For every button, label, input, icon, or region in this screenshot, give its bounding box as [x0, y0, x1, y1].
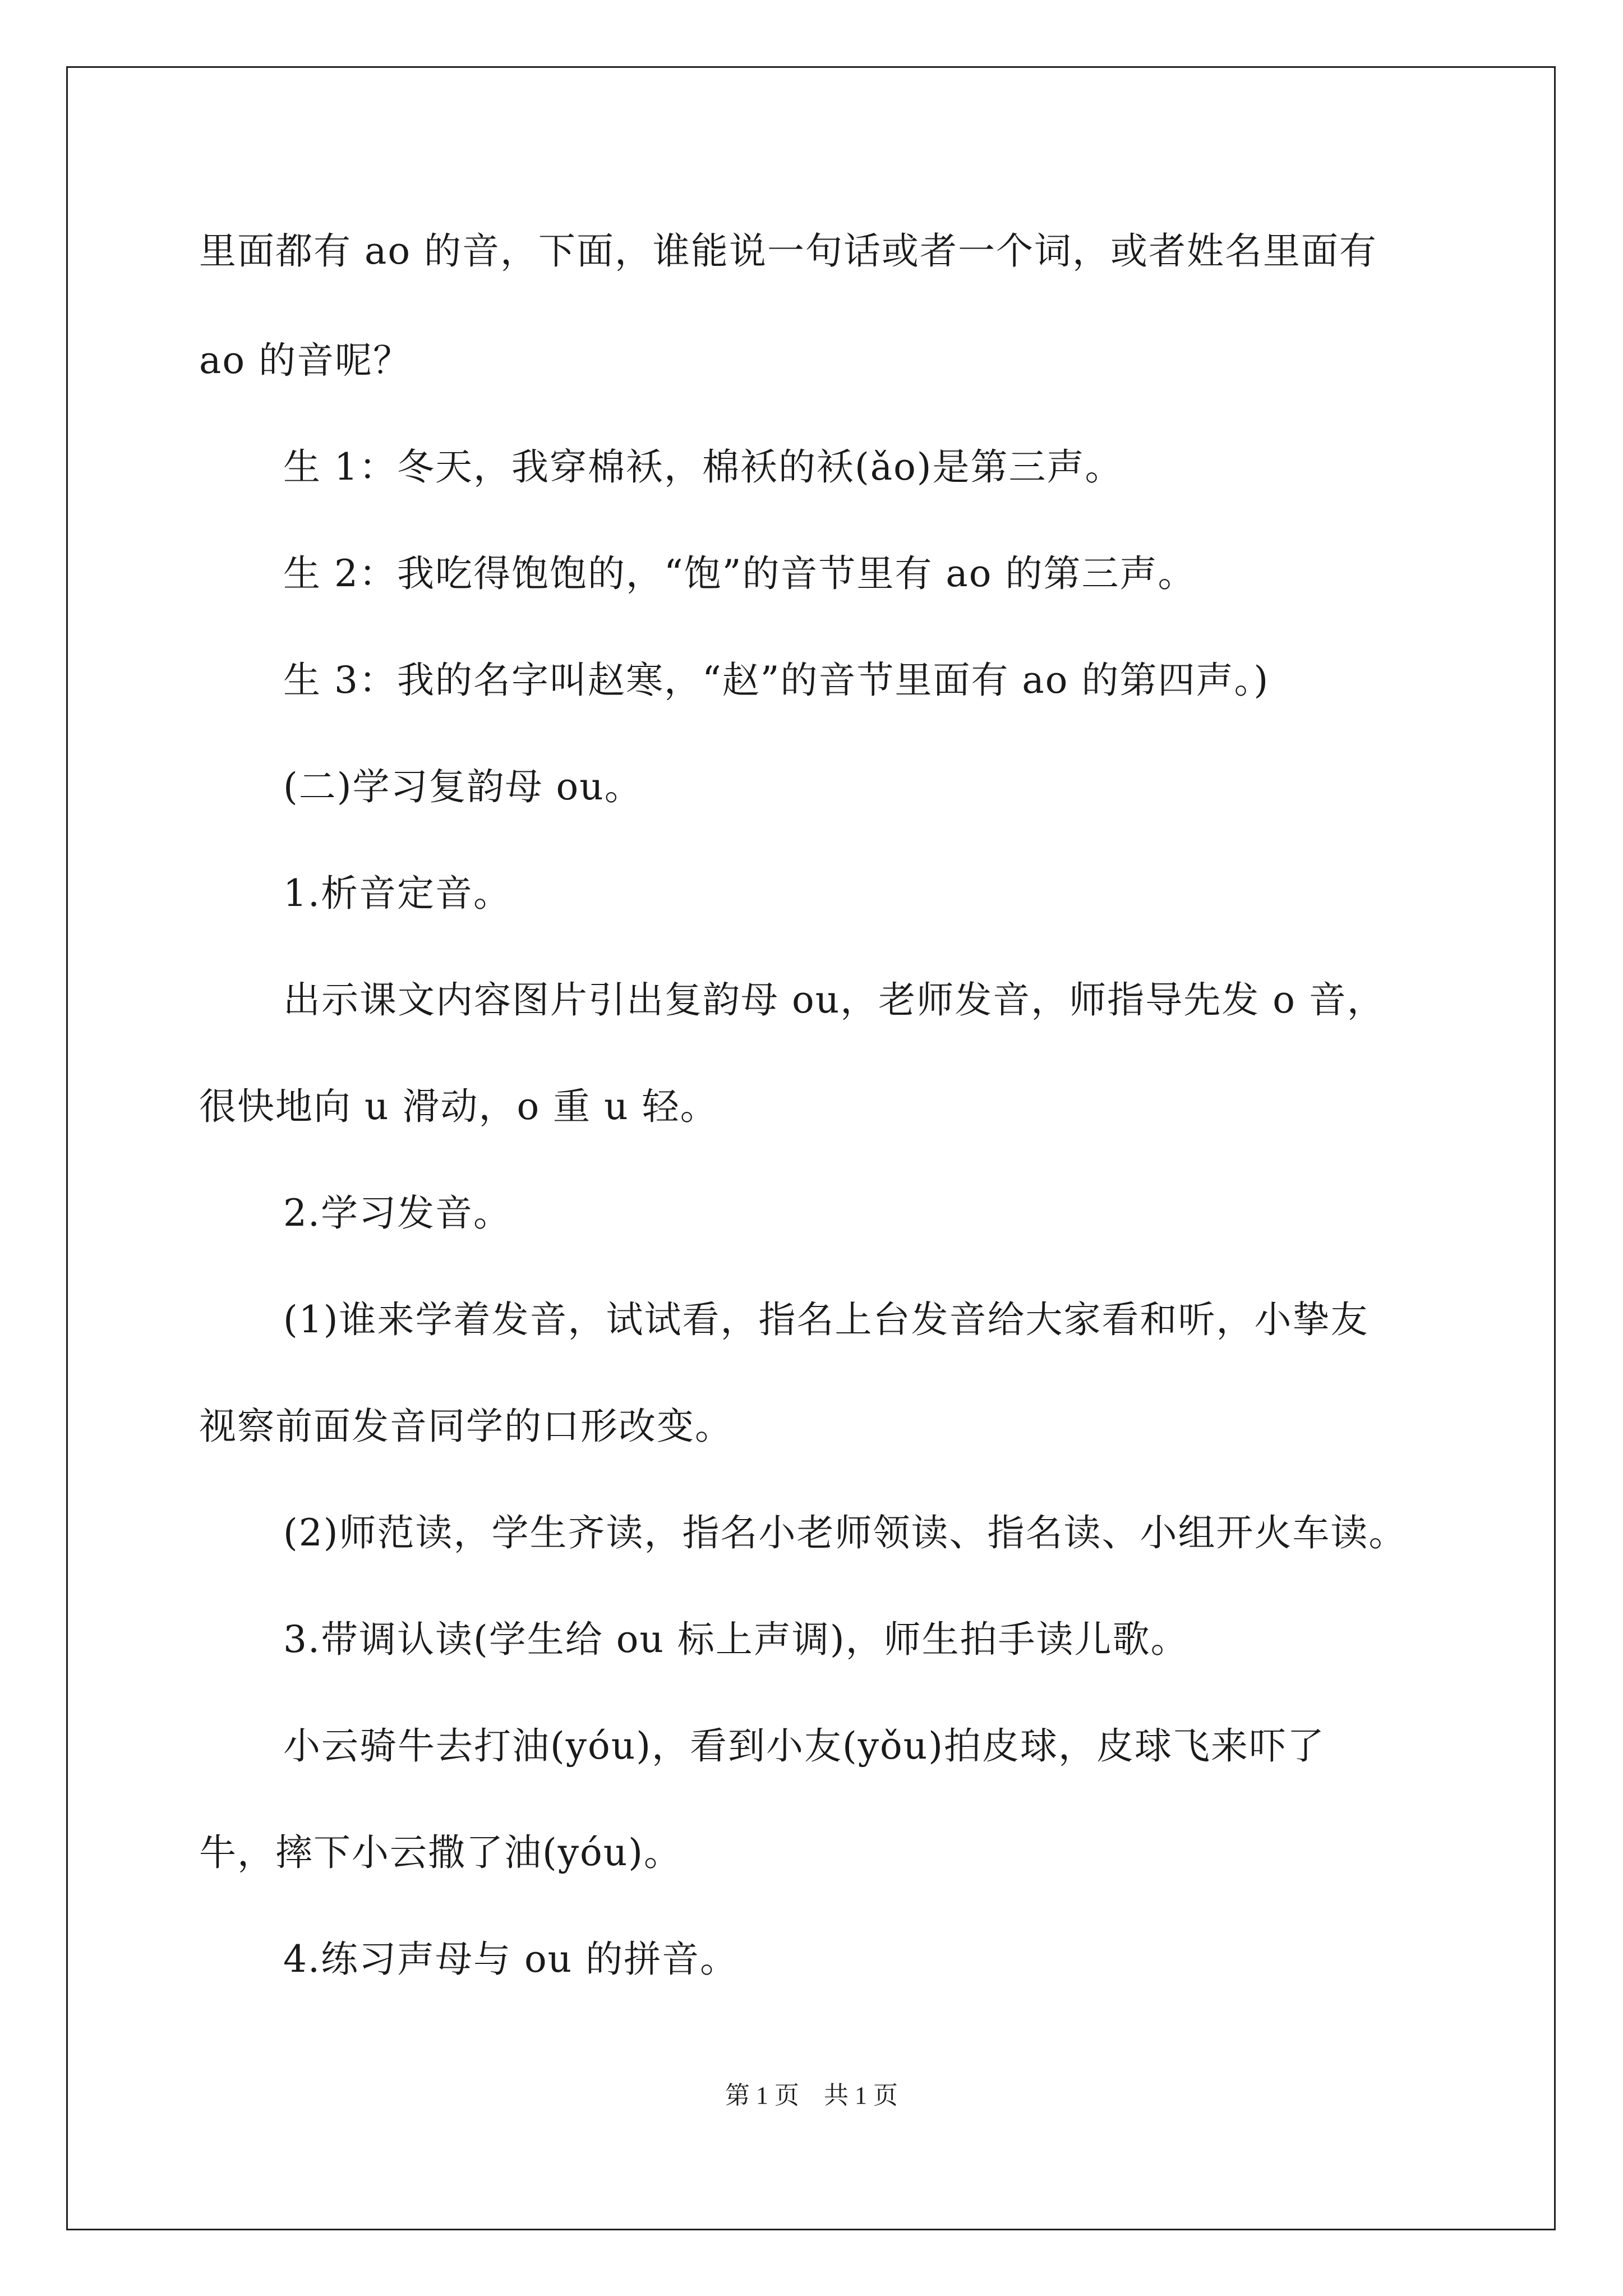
- page-footer: 第 1 页 共 1 页: [725, 2082, 898, 2109]
- paragraph-line: 生 2：我吃得饱饱的，“饱”的音节里有 ao 的第三声。: [283, 552, 1196, 595]
- paragraph-line: 小云骑牛去打油(yóu)，看到小友(yǒu)拍皮球，皮球飞来吓了: [283, 1724, 1326, 1768]
- paragraph-line: (2)师范读，学生齐读，指名小老师领读、指名读、小组开火车读。: [283, 1511, 1407, 1554]
- step-heading: 4.练习声母与 ou 的拼音。: [283, 1938, 739, 1981]
- step-heading: 1.析音定音。: [283, 872, 511, 915]
- paragraph-line: 里面都有 ao 的音，下面，谁能说一句话或者一个词，或者姓名里面有: [199, 229, 1378, 273]
- paragraph-line: 很快地向 u 滑动，o 重 u 轻。: [199, 1085, 718, 1128]
- paragraph-line: 视察前面发音同学的口形改变。: [199, 1405, 733, 1448]
- paragraph-line: 生 1：冬天，我穿棉袄，棉袄的袄(ǎo)是第三声。: [283, 445, 1123, 489]
- paragraph-line: 牛，摔下小云撒了油(yóu)。: [199, 1831, 683, 1874]
- paragraph-line: (1)谁来学着发音，试试看，指名上台发音给大家看和听，小挚友: [283, 1298, 1369, 1341]
- paragraph-line: ao 的音呢？: [199, 339, 412, 382]
- paragraph-line: 生 3：我的名字叫赵寒，“赵”的音节里面有 ao 的第四声。): [283, 659, 1270, 702]
- page-border: [66, 66, 1556, 2230]
- step-heading: 2.学习发音。: [283, 1191, 511, 1235]
- step-heading: 3.带调认读(学生给 ou 标上声调)，师生拍手读儿歌。: [283, 1618, 1189, 1661]
- paragraph-line: 出示课文内容图片引出复韵母 ou，老师发音，师指导先发 o 音，: [283, 978, 1385, 1022]
- section-heading: (二)学习复韵母 ou。: [283, 765, 643, 808]
